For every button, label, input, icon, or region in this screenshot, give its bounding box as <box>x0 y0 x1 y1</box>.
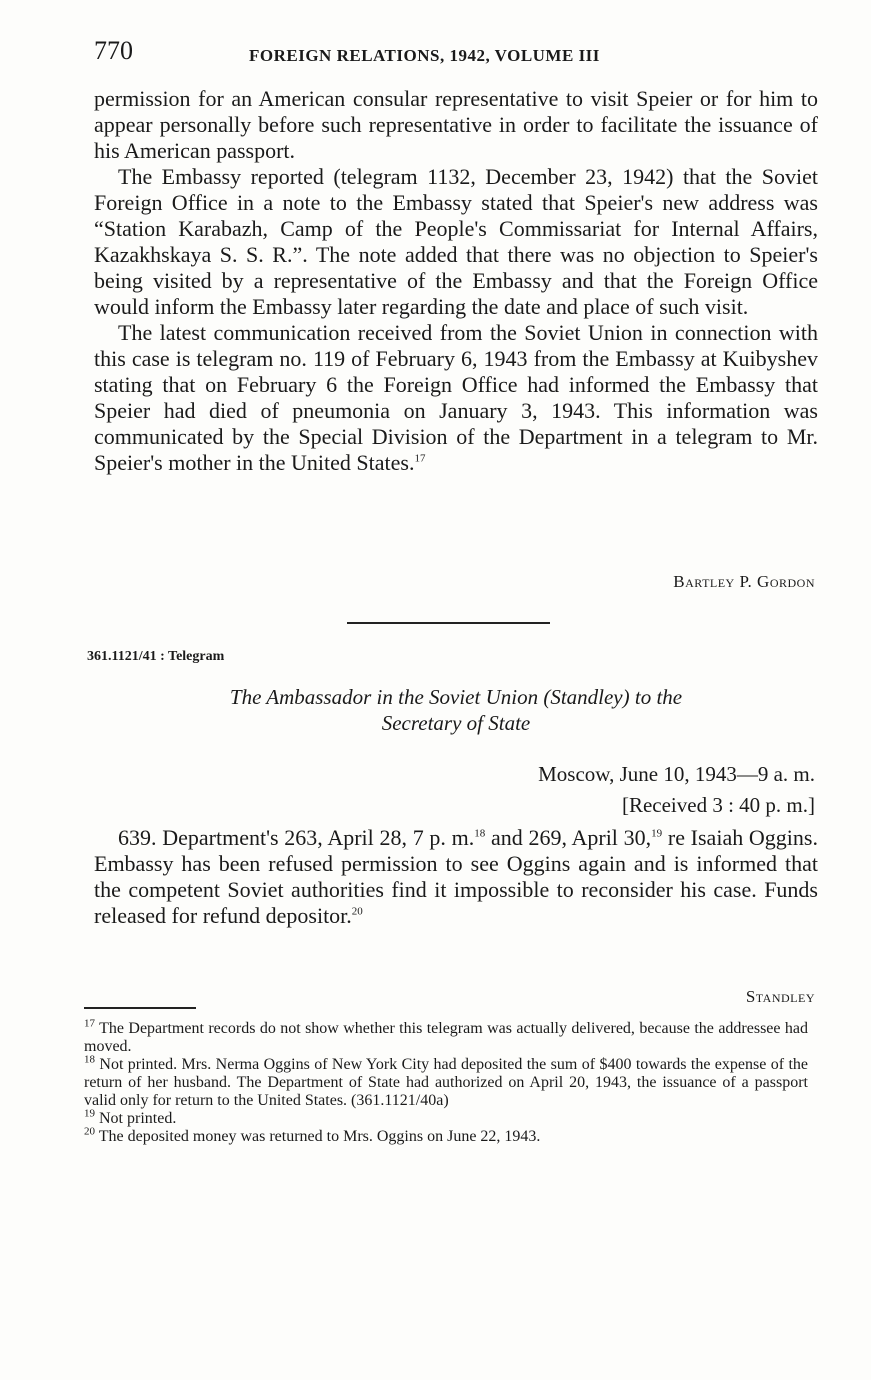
telegram-paragraph <box>94 825 818 929</box>
footnote-text: The Department records do not show whether this telegram was actually delivered, because the addressee had moved. <box>84 1020 809 1055</box>
signature-standley: Standley <box>745 987 815 1006</box>
footnote-mark: 19 <box>84 1107 95 1120</box>
page-number: 770 <box>94 36 133 65</box>
file-reference: 361.1121/41 : Telegram <box>87 649 225 664</box>
paragraph-3-text: The latest communication received from the Soviet Union in connection with this case is telegram no. 119 of February 6, 1943 from the Embassy at Kuibyshev stating that on February 6 the Foreign Office had informed the Embassy that Speier had died of pneumonia on January 3, 1943. This information was communicated by the Special Division of the Department in a telegram to Mr. Speier's mother in the United States. <box>94 320 818 475</box>
document-title <box>94 684 818 736</box>
footnote-ref-18[interactable]: 18 <box>474 827 486 840</box>
footnote-divider <box>84 1007 196 1009</box>
footnote-text: The deposited money was returned to Mrs. Oggins on June 22, 1943. <box>98 1128 541 1145</box>
running-head: FOREIGN RELATIONS, 1942, VOLUME III <box>249 46 600 65</box>
paragraph-2: The Embassy reported (telegram 1132, December 23, 1942) that the Soviet Foreign Office in a note to the Embassy stated that Speier's new address was “Station Karabazh, Camp of the People's Commissariat for Internal Affairs, Kazakhskaya S. S. R.”. The note added that there was no objection to Speier's being visited by a representative of the Embassy and that the Foreign Office would inform the Embassy later regarding the date and place of such visit. <box>94 164 818 319</box>
footnote-18 <box>84 1053 808 1110</box>
footnote-ref-20[interactable]: 20 <box>351 905 363 918</box>
telegram-text-3: re Isaiah Oggins. Embassy has been refused permission to see Oggins again and is informed that the competent Soviet authorities find it impossible to reconsider his case. Funds released for refund depositor. <box>94 825 818 928</box>
page-header <box>94 36 824 76</box>
paragraph-3 <box>94 320 818 476</box>
section-continued-text <box>94 86 818 476</box>
dateline: Moscow, June 10, 1943—9 a. m. <box>538 762 815 786</box>
footnote-20 <box>84 1125 808 1146</box>
footnote-ref-19[interactable]: 19 <box>651 827 663 840</box>
telegram-text-1: 639. Department's 263, April 28, 7 p. m. <box>118 825 475 850</box>
title-line-2: Secretary of State <box>381 711 531 735</box>
footnote-19 <box>84 1107 808 1128</box>
footnote-17 <box>84 1017 809 1056</box>
signature-gordon: Bartley P. Gordon <box>673 572 815 591</box>
footnote-ref-17[interactable]: 17 <box>414 452 426 465</box>
telegram-body <box>94 825 818 929</box>
footnotes <box>84 1017 809 1146</box>
footnote-text: Not printed. Mrs. Nerma Oggins of New York City had deposited the sum of $400 towards the expense of the return of her husband. The Department of State had authorized on April 20, 1943, the issuance of a passport valid only for return to the United States. (361.1121/40a) <box>84 1056 808 1109</box>
received-time: [Received 3 : 40 p. m.] <box>621 793 815 817</box>
footnote-mark: 18 <box>84 1053 95 1066</box>
paragraph-1: permission for an American consular representative to visit Speier or for him to appear personally before such representative in order to facilitate the issuance of his American passport. <box>94 86 818 163</box>
title-line-1: The Ambassador in the Soviet Union (Standley) to the <box>229 685 683 709</box>
telegram-text-2: and 269, April 30, <box>485 825 652 850</box>
footnote-text: Not printed. <box>99 1110 177 1127</box>
section-divider <box>347 622 550 624</box>
footnote-mark: 17 <box>84 1017 95 1030</box>
footnote-mark: 20 <box>84 1125 95 1138</box>
